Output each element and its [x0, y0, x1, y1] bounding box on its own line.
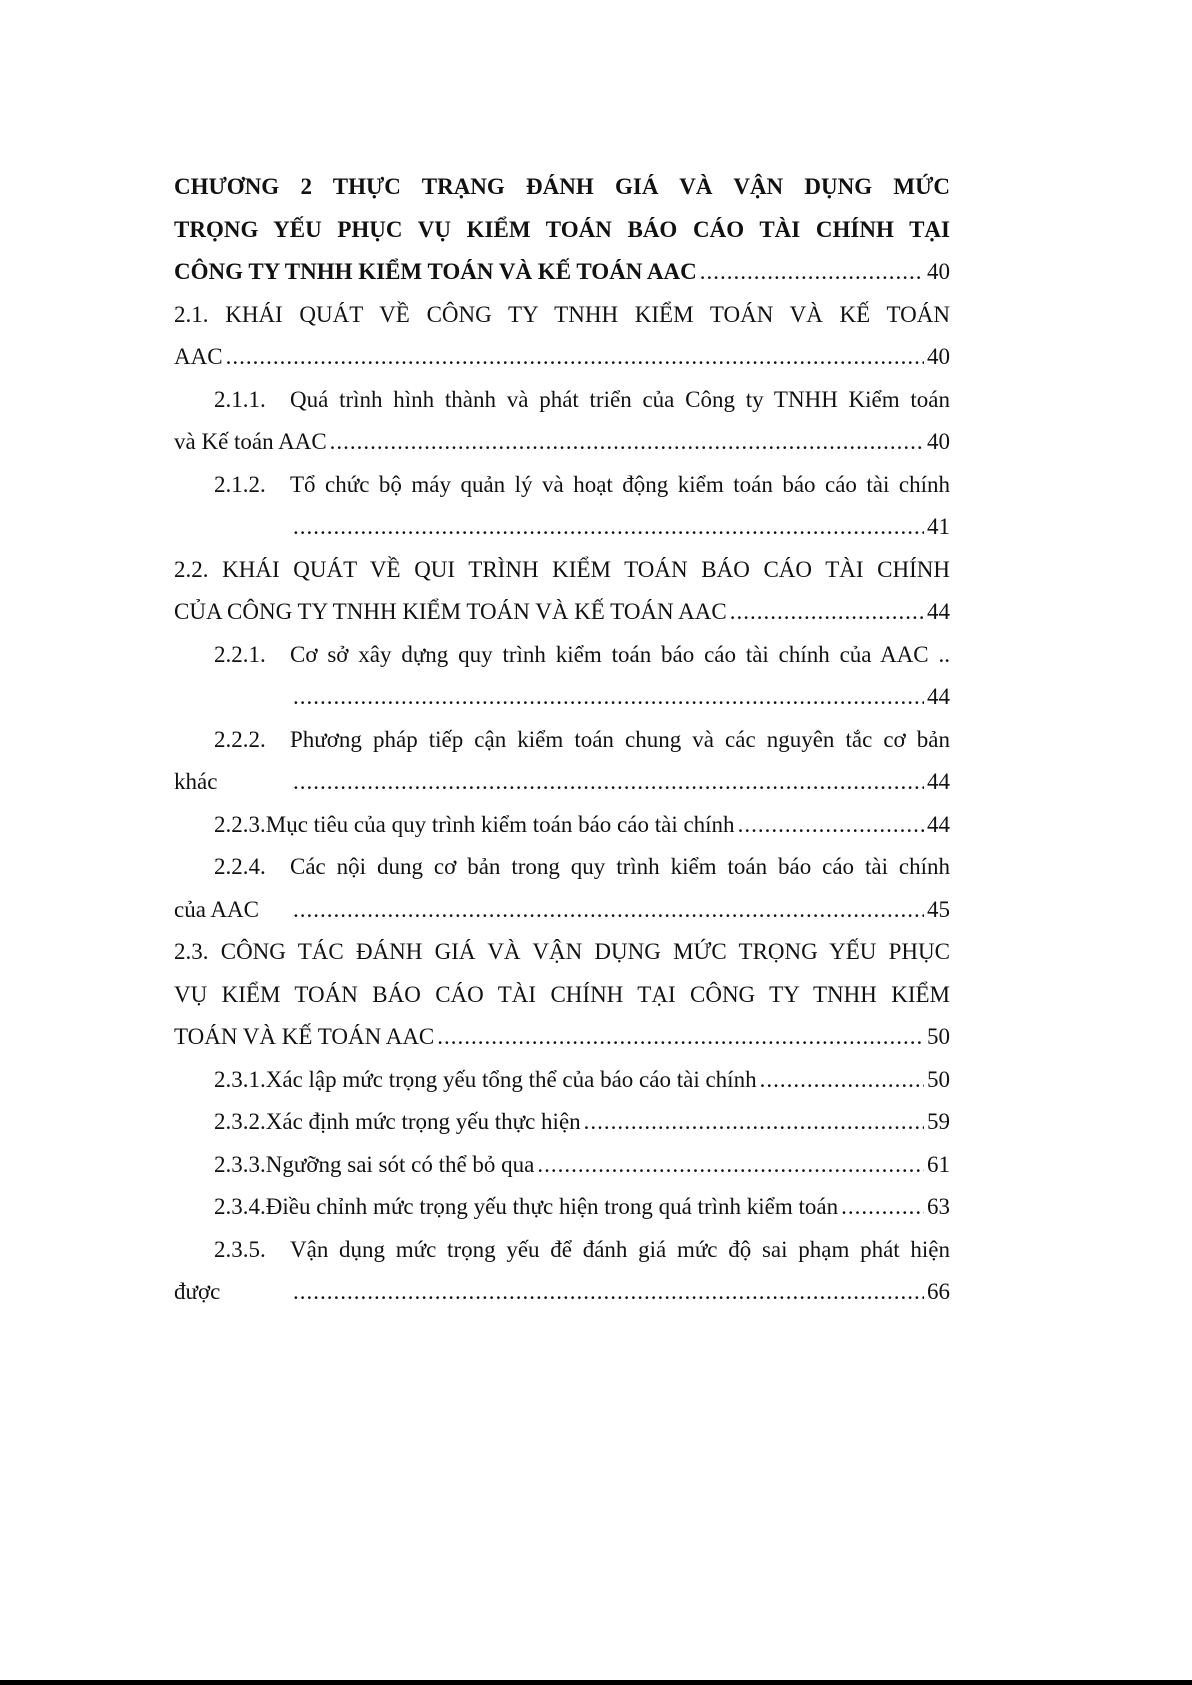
toc-entry-leader-line — [174, 421, 950, 464]
toc-entry-text: VỤ KIỂM TOÁN BÁO CÁO TÀI CHÍNH TẠI CÔNG TY TNHH KIỂM — [174, 981, 950, 1007]
dot-leader — [330, 421, 924, 464]
toc-entry-leader-line — [174, 1186, 950, 1229]
toc-entry-leader-line — [174, 1271, 950, 1314]
section-number: 2.2.1. — [214, 641, 266, 667]
page-number: 50 — [927, 1024, 950, 1049]
toc-entry-2-2[interactable] — [174, 549, 950, 634]
toc-entry-leader-line — [174, 1101, 950, 1144]
page-number: 50 — [927, 1066, 950, 1092]
page-number: 59 — [927, 1109, 950, 1134]
toc-entry-2-2-2[interactable] — [174, 719, 950, 804]
section-number: 2.2.2. — [214, 726, 266, 752]
page-number: 63 — [927, 1194, 950, 1219]
dot-leader — [293, 676, 924, 719]
toc-entry-leader-line — [174, 1059, 950, 1102]
section-number: 2.1.2. — [214, 471, 266, 497]
toc-entry-text: Xác định mức trọng yếu thực hiện — [265, 1109, 581, 1134]
page-number: 40 — [927, 344, 950, 369]
toc-entry-2-2-4[interactable] — [174, 846, 950, 931]
toc-entry-leader-line — [174, 506, 950, 549]
toc-entry-text: được — [174, 1279, 221, 1304]
toc-entry-2-2-3[interactable] — [174, 804, 950, 847]
toc-entry-leader-line — [174, 804, 950, 847]
dot-leader — [700, 251, 924, 294]
toc-entry-text: Cơ sở xây dựng quy trình kiểm toán báo cáo tài chính của AAC .. — [290, 641, 950, 667]
page-bottom-border — [0, 1680, 1192, 1685]
section-number: 2.3.4. — [214, 1194, 266, 1219]
page-number: 44 — [927, 599, 950, 624]
dot-leader — [738, 804, 924, 847]
page-number: 45 — [927, 896, 950, 922]
page-number: 61 — [927, 1151, 950, 1177]
page-number: 40 — [927, 259, 950, 284]
toc-entry-text: 2.1. KHÁI QUÁT VỀ CÔNG TY TNHH KIỂM TOÁN VÀ KẾ TOÁN — [174, 301, 950, 327]
dot-leader — [437, 1016, 924, 1059]
toc-entry-text: Phương pháp tiếp cận kiểm toán chung và các nguyên tắc cơ bản — [290, 726, 950, 752]
section-number: 2.1.1. — [214, 386, 266, 412]
toc-entry-2-2-1[interactable] — [174, 634, 950, 719]
toc-entry-2-1-2[interactable] — [174, 464, 950, 549]
toc-entry-2-3-5[interactable] — [174, 1229, 950, 1314]
section-number: 2.2.4. — [214, 854, 266, 879]
dot-leader — [537, 1144, 924, 1187]
dot-leader — [760, 1059, 924, 1102]
toc-entry-2-1[interactable] — [174, 294, 950, 379]
toc-entry-text: Quá trình hình thành và phát triển của Công ty TNHH Kiểm toán — [290, 386, 950, 412]
dot-leader — [293, 889, 924, 932]
page-number: 44 — [927, 769, 950, 794]
toc-entry-first-line — [174, 719, 950, 762]
table-of-contents — [174, 166, 950, 1314]
toc-entry-text: CÔNG TY TNHH KIỂM TOÁN VÀ KẾ TOÁN AAC — [174, 259, 697, 284]
toc-entry-leader-line — [174, 591, 950, 634]
toc-entry-2-3-1[interactable] — [174, 1059, 950, 1102]
toc-entry-text: 2.3. CÔNG TÁC ĐÁNH GIÁ VÀ VẬN DỤNG MỨC TRỌNG YẾU PHỤC — [174, 939, 950, 964]
dot-leader — [226, 336, 924, 379]
toc-entry-text: 2.2. KHÁI QUÁT VỀ QUI TRÌNH KIỂM TOÁN BÁO CÁO TÀI CHÍNH — [174, 556, 950, 582]
toc-entry-leader-line — [174, 1144, 950, 1187]
toc-entry-first-line — [174, 846, 950, 889]
section-number: 2.3.1. — [214, 1066, 266, 1092]
section-number: 2.3.2. — [214, 1109, 266, 1134]
page-number: 41 — [927, 514, 950, 539]
toc-entry-text: TOÁN VÀ KẾ TOÁN AAC — [174, 1024, 435, 1049]
dot-leader — [293, 506, 924, 549]
toc-entry-text: CỦA CÔNG TY TNHH KIỂM TOÁN VÀ KẾ TOÁN AAC — [174, 599, 727, 624]
toc-entry-text: Xác lập mức trọng yếu tổng thể của báo cáo tài chính — [265, 1066, 757, 1092]
section-number: 2.3.3. — [214, 1151, 266, 1177]
toc-entry-text: CHƯƠNG 2 THỰC TRẠNG ĐÁNH GIÁ VÀ VẬN DỤNG MỨC — [174, 174, 950, 199]
toc-entry-leader-line — [174, 1016, 950, 1059]
page-number: 66 — [927, 1279, 950, 1304]
toc-entry-chapter-2[interactable] — [174, 166, 950, 294]
toc-entry-2-3-3[interactable] — [174, 1144, 950, 1187]
toc-entry-leader-line — [174, 336, 950, 379]
toc-entry-text: Ngưỡng sai sót có thể bỏ qua — [265, 1151, 535, 1177]
toc-entry-text: AAC — [174, 344, 223, 369]
section-number: 2.3.5. — [214, 1236, 266, 1262]
toc-entry-2-3[interactable] — [174, 931, 950, 1059]
toc-entry-leader-line — [174, 251, 950, 294]
toc-entry-text: Các nội dung cơ bản trong quy trình kiểm toán báo cáo tài chính — [290, 854, 950, 879]
toc-entry-2-3-2[interactable] — [174, 1101, 950, 1144]
toc-entry-first-line — [174, 464, 950, 507]
toc-entry-text: Vận dụng mức trọng yếu để đánh giá mức độ sai phạm phát hiện — [290, 1236, 950, 1262]
toc-entry-first-line — [174, 634, 950, 677]
dot-leader — [841, 1186, 924, 1229]
toc-entry-text: TRỌNG YẾU PHỤC VỤ KIỂM TOÁN BÁO CÁO TÀI CHÍNH TẠI — [174, 216, 950, 242]
toc-entry-first-line — [174, 1229, 950, 1272]
dot-leader — [584, 1101, 924, 1144]
page-number: 40 — [927, 429, 950, 454]
toc-entry-text: Mục tiêu của quy trình kiểm toán báo cáo tài chính — [265, 811, 735, 837]
toc-entry-leader-line — [174, 676, 950, 719]
toc-entry-text: Điều chỉnh mức trọng yếu thực hiện trong quá trình kiểm toán — [265, 1194, 839, 1219]
dot-leader — [293, 761, 924, 804]
toc-entry-text: của AAC — [174, 896, 259, 922]
toc-entry-text: Tổ chức bộ máy quản lý và hoạt động kiểm toán báo cáo tài chính — [290, 471, 950, 497]
page-number: 44 — [927, 684, 950, 709]
dot-leader — [293, 1271, 924, 1314]
toc-entry-leader-line — [174, 889, 950, 932]
section-number: 2.2.3. — [214, 811, 266, 837]
dot-leader — [730, 591, 924, 634]
toc-entry-2-1-1[interactable] — [174, 379, 950, 464]
toc-entry-text: khác — [174, 769, 218, 794]
toc-entry-text: và Kế toán AAC — [174, 429, 327, 454]
toc-entry-2-3-4[interactable] — [174, 1186, 950, 1229]
toc-entry-first-line — [174, 379, 950, 422]
page-number: 44 — [927, 811, 950, 837]
toc-entry-leader-line — [174, 761, 950, 804]
